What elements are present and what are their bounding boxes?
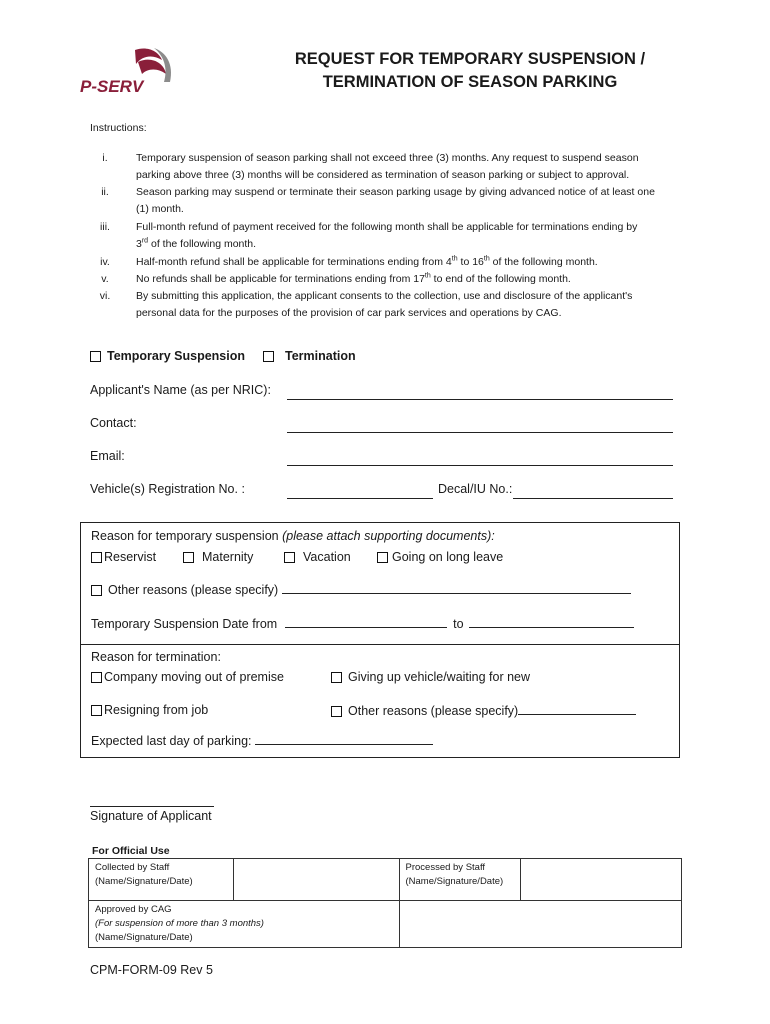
suspension-reason-heading: Reason for temporary suspension (please attach supporting documents):	[91, 529, 495, 543]
vehicle-registration-field[interactable]	[287, 486, 433, 504]
processed-by-cell: Processed by Staff (Name/Signature/Date)	[399, 859, 520, 901]
email-label: Email:	[90, 449, 125, 463]
form-title	[210, 48, 730, 94]
last-day-row: Expected last day of parking:	[91, 733, 433, 748]
suspension-date-to-field[interactable]	[469, 616, 634, 628]
vehicle-registration-label: Vehicle(s) Registration No. :	[90, 482, 245, 496]
reservist-option[interactable]: Reservist	[91, 550, 156, 564]
suspension-date-row: Temporary Suspension Date from to	[91, 616, 634, 631]
resigning-checkbox[interactable]	[91, 705, 102, 716]
pserv-logo	[80, 42, 180, 94]
title-line-1: REQUEST FOR TEMPORARY SUSPENSION /	[294, 50, 646, 68]
termination-other-checkbox[interactable]	[331, 706, 342, 717]
signature-label: Signature of Applicant	[90, 809, 212, 823]
collected-by-field[interactable]	[234, 859, 399, 901]
vacation-checkbox[interactable]	[284, 552, 295, 563]
suspension-date-from-field[interactable]	[285, 616, 447, 628]
applicant-name-field[interactable]	[287, 387, 673, 405]
termination-option[interactable]: Termination	[263, 349, 356, 363]
processed-by-field[interactable]	[520, 859, 681, 901]
approved-by-field[interactable]	[399, 901, 682, 948]
last-day-field[interactable]	[255, 733, 433, 745]
suspension-other-checkbox[interactable]	[91, 585, 102, 596]
title-line-2: TERMINATION OF SEASON PARKING	[322, 73, 618, 91]
contact-field[interactable]	[287, 420, 673, 438]
svg-text:P-SERV: P-SERV	[80, 77, 144, 94]
decal-label: Decal/IU No.:	[438, 482, 513, 496]
termination-other-option[interactable]: Other reasons (please specify)	[331, 703, 636, 718]
form-code: CPM-FORM-09 Rev 5	[90, 963, 213, 977]
resigning-option[interactable]: Resigning from job	[91, 703, 208, 717]
termination-reason-section	[80, 645, 680, 758]
reservist-checkbox[interactable]	[91, 552, 102, 563]
suspension-other-field[interactable]	[282, 582, 631, 594]
giving-up-vehicle-option[interactable]: Giving up vehicle/waiting for new	[331, 670, 530, 684]
maternity-option[interactable]: Maternity	[183, 550, 253, 564]
email-field[interactable]	[287, 453, 673, 471]
vacation-option[interactable]: Vacation	[284, 550, 351, 564]
termination-other-field[interactable]	[518, 703, 636, 715]
decal-field[interactable]	[513, 486, 673, 504]
official-use-table	[88, 858, 682, 948]
official-use-heading: For Official Use	[92, 845, 170, 857]
collected-by-cell: Collected by Staff (Name/Signature/Date)	[89, 859, 234, 901]
company-moving-checkbox[interactable]	[91, 672, 102, 683]
termination-reason-heading: Reason for termination:	[91, 650, 221, 664]
termination-checkbox[interactable]	[263, 351, 274, 362]
temporary-suspension-checkbox[interactable]	[90, 351, 101, 362]
instructions-label: Instructions:	[90, 122, 147, 134]
maternity-checkbox[interactable]	[183, 552, 194, 563]
company-moving-option[interactable]: Company moving out of premise	[91, 670, 284, 684]
temporary-suspension-option[interactable]: Temporary Suspension	[90, 349, 245, 363]
giving-up-vehicle-checkbox[interactable]	[331, 672, 342, 683]
suspension-other-option[interactable]: Other reasons (please specify)	[91, 582, 631, 597]
suspension-reason-section	[80, 522, 680, 645]
long-leave-checkbox[interactable]	[377, 552, 388, 563]
long-leave-option[interactable]: Going on long leave	[377, 550, 503, 564]
contact-label: Contact:	[90, 416, 137, 430]
approved-by-cell: Approved by CAG (For suspension of more than 3 months) (Name/Signature/Date)	[89, 901, 400, 948]
applicant-name-label: Applicant's Name (as per NRIC):	[90, 383, 271, 397]
